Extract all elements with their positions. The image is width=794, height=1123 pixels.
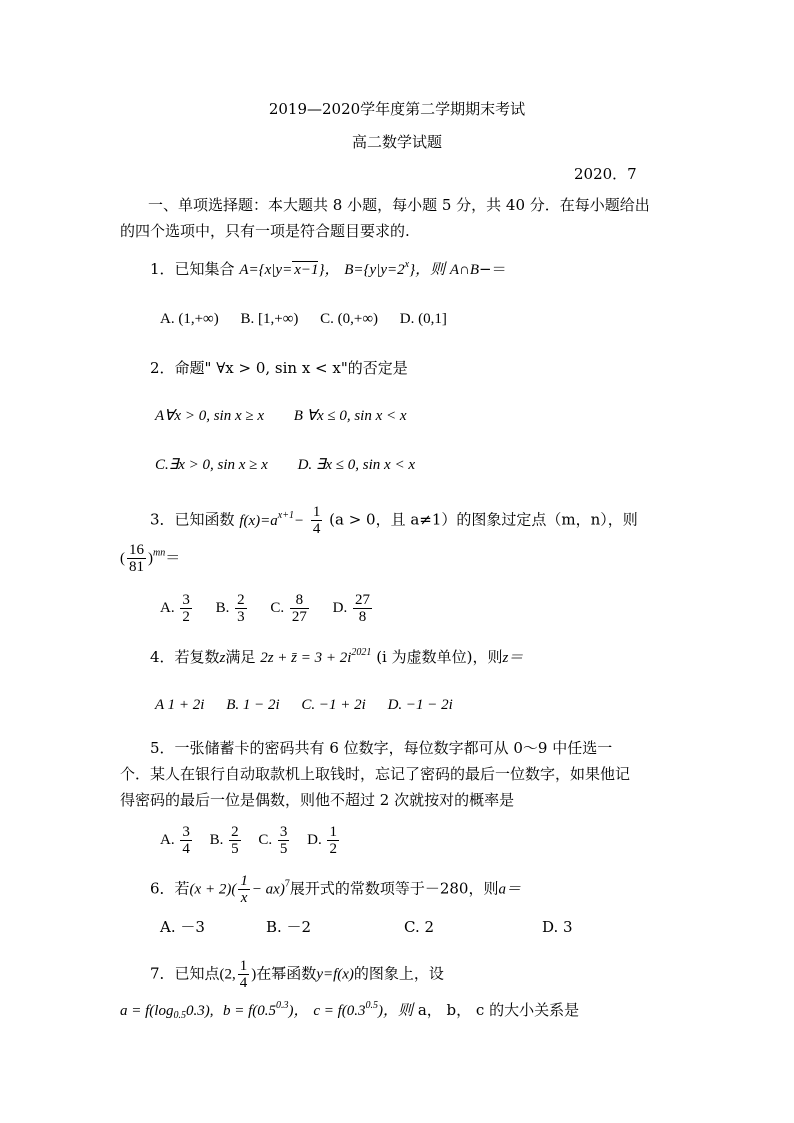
q1-set-b: $B=\{y|y=2^x\}$，则 xyxy=(344,259,446,278)
exam-date: 2020．7 xyxy=(574,165,637,183)
q4-option-d[interactable]: D. −1 − 2i xyxy=(387,697,453,713)
question-7-defs xyxy=(120,999,579,1022)
q4-stem-b: 满足 xyxy=(225,648,256,666)
q1-option-c[interactable]: C. (0,+∞) xyxy=(320,311,379,327)
q7-tail: a， b， c 的大小关系是 xyxy=(417,1001,580,1019)
q7-function: y=f(x) xyxy=(316,966,354,983)
q2-option-a[interactable]: A∀x > 0, sin x ≥ x xyxy=(155,408,265,424)
q7-point-b: ) xyxy=(251,966,257,983)
q7-b-def: $b = f(0.5^{0.3})$， xyxy=(223,1000,309,1019)
q6-stem-b: 展开式的常数项等于－280，则 xyxy=(289,879,499,898)
q6-fraction: $\frac{1}{x}$ xyxy=(240,873,248,906)
q1-option-a[interactable]: A. (1,+∞) xyxy=(160,311,219,327)
q3-option-c[interactable]: C. $\frac{8}{27}$ xyxy=(270,592,307,625)
q6-option-c[interactable]: C. 2 xyxy=(404,918,435,936)
q7-stem-b: 在幂函数 xyxy=(256,964,317,983)
q3-stem: 3．已知函数 xyxy=(150,510,235,529)
q5-option-b[interactable]: B. $\frac{2}{5}$ xyxy=(209,824,239,857)
q3-fraction: $\frac{1}{4}$ xyxy=(312,504,321,537)
q3-option-a[interactable]: A. $\frac{3}{2}$ xyxy=(160,592,190,625)
q6-expr-a: (x + 2)( xyxy=(189,881,237,898)
q5-options xyxy=(160,824,359,857)
q1-stem: 已知集合 xyxy=(174,260,235,278)
question-6 xyxy=(150,873,521,906)
q4-options xyxy=(155,694,471,716)
q2-option-b[interactable]: B ∀x ≤ 0, sin x < x xyxy=(293,408,407,424)
q4-option-c[interactable]: C. −1 + 2i xyxy=(301,697,366,713)
q6-option-a[interactable]: A. －3 xyxy=(160,918,205,936)
question-2: 2．命题" ∀x > 0, sin x < x"的否定是 xyxy=(150,359,408,377)
question-5-cont2: 得密码的最后一位是偶数，则他不超过 2 次就按对的概率是 xyxy=(120,791,515,809)
q1-expr: A∩B xyxy=(449,262,480,278)
q4-option-a[interactable]: A 1 + 2i xyxy=(155,697,205,713)
q1-tail: −＝ xyxy=(479,260,507,278)
q1-number: 1． xyxy=(150,260,175,278)
q3-equals: ＝ xyxy=(165,548,181,567)
q7-stem-c: 的图象上，设 xyxy=(353,964,444,983)
q4-tail: z＝ xyxy=(502,650,524,666)
q5-option-a[interactable]: A. $\frac{3}{4}$ xyxy=(160,824,190,857)
q6-option-b[interactable]: B. －2 xyxy=(266,918,312,936)
q2-option-d[interactable]: D. ∃x ≤ 0, sin x < x xyxy=(297,457,415,473)
q3-options xyxy=(160,592,392,625)
q7-a-def: $a = f(\log_{0.5}0.3)$, xyxy=(120,1003,214,1021)
q4-note: (i 为虚数单位)，则 xyxy=(376,648,503,666)
q6-expr-b: − ax) xyxy=(251,881,285,898)
question-4 xyxy=(150,646,523,669)
q2-options-row2 xyxy=(155,454,415,476)
q3-condition: (a > 0，且 a≠1）的图象过定点（m，n），则 xyxy=(329,510,638,529)
q4-stem: 4．若复数 xyxy=(150,648,220,666)
q4-variable: z xyxy=(219,650,226,666)
q3-func: $f(x)=a^{x+1}-$ xyxy=(239,509,305,529)
exam-title: 2019—2020学年度第二学期期末考试 xyxy=(268,100,526,118)
q3-expression: ( $\frac{16}{81}$ )$^{mn}$＝ xyxy=(120,542,181,575)
q7-stem: 7．已知点 xyxy=(150,964,220,983)
q3-option-b[interactable]: B. $\frac{2}{3}$ xyxy=(215,592,245,625)
q1-options xyxy=(160,308,465,330)
q7-point-a: (2, xyxy=(219,966,236,983)
q6-exponent: 7 xyxy=(284,878,290,890)
q1-set-a: A={x|y= x−1}， xyxy=(239,262,340,278)
q3-exponent: mn xyxy=(153,547,166,559)
q3-big-fraction: $\frac{16}{81}$ xyxy=(129,542,144,575)
q6-tail: a＝ xyxy=(498,881,521,898)
q7-c-def: $c = f(0.3^{0.5})$，则 xyxy=(313,1000,414,1019)
q7-fraction: $\frac{1}{4}$ xyxy=(239,958,248,991)
q5-option-c[interactable]: C. $\frac{3}{5}$ xyxy=(258,824,288,857)
question-3 xyxy=(150,504,638,537)
q5-option-d[interactable]: D. $\frac{1}{2}$ xyxy=(307,824,337,857)
question-1 xyxy=(150,258,507,281)
q2-options-row1 xyxy=(155,405,407,427)
question-5-cont1: 个．某人在银行自动取款机上取钱时，忘记了密码的最后一位数字，如果他记 xyxy=(120,765,631,783)
question-5: 5．一张储蓄卡的密码共有 6 位数字，每位数字都可从 0～9 中任选一 xyxy=(150,739,613,757)
q4-option-b[interactable]: B. 1 − 2i xyxy=(226,697,280,713)
q2-option-c[interactable]: C.∃x > 0, sin x ≥ x xyxy=(155,457,268,473)
q3-option-d[interactable]: D. $\frac{27}{8}$ xyxy=(332,592,370,625)
q1-option-d[interactable]: D. (0,1] xyxy=(399,311,447,327)
q6-stem: 6．若 xyxy=(150,879,190,898)
exam-subtitle: 高二数学试题 xyxy=(351,133,442,151)
q4-equation: 2z + z̄ = $3 + 2i^{2021}$ xyxy=(260,647,372,666)
q6-option-d[interactable]: D. 3 xyxy=(542,918,573,936)
question-7 xyxy=(150,958,444,991)
section-heading-cont: 的四个选项中，只有一项是符合题目要求的. xyxy=(120,222,410,240)
q1-option-b[interactable]: B. [1,+∞) xyxy=(240,311,299,327)
section-heading: 一、单项选择题：本大题共 8 小题，每小题 5 分，共 40 分．在每小题给出 xyxy=(148,196,650,214)
